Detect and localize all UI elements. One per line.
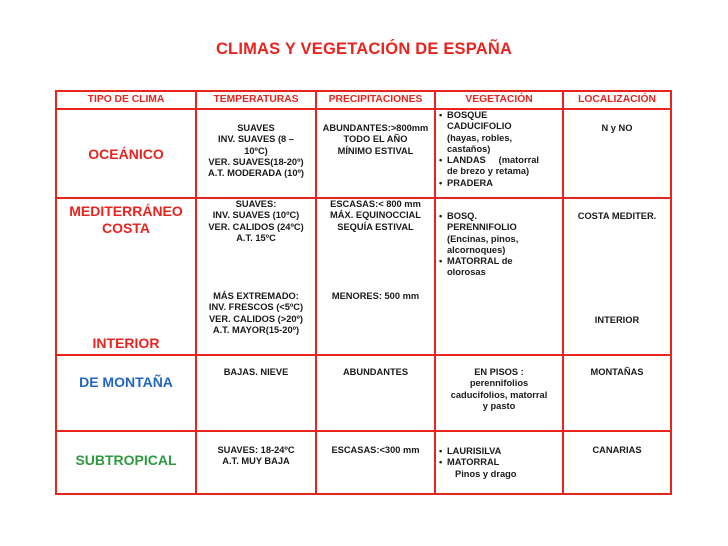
- text-line: MÍNIMO ESTIVAL: [337, 145, 414, 156]
- text-line: INV. SUAVES (8 –: [218, 134, 294, 145]
- text-line: INV. FRESCOS (<5ºC): [208, 302, 304, 313]
- bullet-icon: •: [439, 155, 443, 166]
- text-line: LAURISILVA: [447, 446, 502, 456]
- bullet-icon: •: [439, 256, 443, 267]
- oceanico-temperaturas: [197, 123, 315, 179]
- oceanico-vegetacion: [439, 110, 561, 189]
- text-line: TODO EL AÑO: [343, 134, 408, 145]
- text-line: y pasto: [482, 400, 516, 411]
- text-line: MATORRAL: [447, 457, 500, 468]
- text-line: alcornoques): [447, 244, 506, 255]
- bullet-icon: •: [439, 177, 443, 188]
- text-line: A.T. MUY BAJA: [222, 456, 290, 467]
- grid-line: [57, 354, 670, 356]
- text-line: Pinos y drago: [455, 468, 517, 479]
- text-line: caducifolios, matorral: [450, 389, 548, 400]
- header-temperaturas: TEMPERATURAS: [213, 94, 299, 105]
- clima-subtropical: SUBTROPICAL: [75, 452, 177, 468]
- subtropical-vegetacion: [439, 446, 561, 480]
- clima-mediterraneo: MEDITERRÁNEO: [69, 203, 183, 219]
- list-item: [439, 457, 561, 480]
- header-tipo-clima: TIPO DE CLIMA: [87, 94, 165, 105]
- text-line: MATORRAL de: [447, 256, 513, 267]
- list-item: [439, 155, 561, 178]
- text-line: ESCASAS:< 800 mm: [330, 199, 421, 209]
- mediterraneo-precipitaciones-costa: [317, 199, 434, 233]
- clima-mediterraneo-interior: INTERIOR: [92, 335, 160, 351]
- text-line: 10ºC): [244, 145, 268, 156]
- text-line: (Encinas, pinos,: [447, 233, 519, 244]
- mediterraneo-vegetacion: [439, 211, 561, 279]
- grid-line: [434, 92, 436, 493]
- montana-temperaturas: BAJAS. NIEVE: [223, 367, 289, 377]
- subtropical-localizacion: CANARIAS: [592, 445, 642, 455]
- clima-montana: DE MONTAÑA: [79, 374, 173, 390]
- text-line: A.T. 15ºC: [236, 232, 276, 243]
- text-line: perennifolios: [469, 378, 529, 389]
- header-vegetacion: VEGETACIÓN: [465, 94, 533, 105]
- mediterraneo-precipitaciones-interior: MENORES: 500 mm: [331, 291, 420, 301]
- text-line: A.T. MODERADA (10º): [207, 168, 305, 179]
- list-item: [439, 256, 561, 279]
- montana-vegetacion: [437, 367, 561, 412]
- montana-localizacion: MONTAÑAS: [590, 367, 644, 377]
- text-line: (hayas, robles,: [447, 132, 513, 143]
- mediterraneo-temperaturas-costa: [197, 199, 315, 244]
- list-item: [439, 178, 561, 189]
- grid-line: [57, 430, 670, 432]
- oceanico-localizacion: N y NO: [601, 123, 633, 133]
- bullet-icon: •: [439, 457, 443, 468]
- clima-mediterraneo-costa: COSTA: [102, 220, 150, 236]
- text-line: MÁX. EQUINOCCIAL: [330, 210, 421, 221]
- oceanico-precipitaciones: [317, 123, 434, 157]
- list-item: [439, 211, 561, 256]
- montana-precipitaciones: ABUNDANTES: [342, 367, 409, 377]
- text-line: SEQUÍA ESTIVAL: [337, 221, 414, 232]
- text-line: BOSQUE: [447, 110, 488, 120]
- text-line: VER. CALIDOS (>20º): [208, 313, 304, 324]
- list-item: [439, 446, 561, 457]
- grid-line: [57, 108, 670, 110]
- text-line: VER. CALIDOS (24ºC): [208, 221, 304, 232]
- text-line: castaños): [447, 143, 491, 154]
- bullet-icon: •: [439, 211, 443, 221]
- text-line: ABUNDANTES:>800mm: [322, 123, 429, 133]
- subtropical-temperaturas: [197, 445, 315, 468]
- header-precipitaciones: PRECIPITACIONES: [328, 94, 423, 105]
- clima-oceanico: OCEÁNICO: [88, 146, 164, 162]
- text-line: SUAVES:: [235, 199, 277, 209]
- page-title: CLIMAS Y VEGETACIÓN DE ESPAÑA: [215, 40, 513, 58]
- text-line: SUAVES: [237, 123, 275, 133]
- list-item: [439, 110, 561, 155]
- mediterraneo-localizacion-costa: COSTA MEDITER.: [577, 211, 657, 221]
- mediterraneo-temperaturas-interior: [197, 291, 315, 336]
- text-line: SUAVES: 18-24ºC: [217, 445, 295, 455]
- text-line: PERENNIFOLIO: [447, 222, 517, 233]
- text-line: EN PISOS :: [474, 367, 524, 377]
- text-line: VER. SUAVES(18-20º): [208, 156, 304, 167]
- bullet-icon: •: [439, 446, 443, 456]
- text-line: MÁS EXTREMADO:: [213, 291, 299, 301]
- text-line: PRADERA: [447, 177, 493, 188]
- bullet-icon: •: [439, 110, 443, 120]
- mediterraneo-localizacion-interior: INTERIOR: [594, 315, 640, 325]
- header-localizacion: LOCALIZACIÓN: [578, 94, 656, 105]
- text-line: A.T. MAYOR(15-20º): [212, 324, 300, 335]
- text-line: LANDAS (matorral: [447, 155, 539, 166]
- text-line: de brezo y retama): [447, 166, 530, 177]
- subtropical-precipitaciones: ESCASAS:<300 mm: [331, 445, 420, 455]
- text-line: BOSQ.: [447, 211, 477, 221]
- text-line: INV. SUAVES (10ºC): [212, 210, 300, 221]
- climate-table: [55, 90, 672, 495]
- grid-line: [562, 92, 564, 493]
- text-line: olorosas: [447, 267, 486, 278]
- text-line: CADUCIFOLIO: [447, 121, 512, 132]
